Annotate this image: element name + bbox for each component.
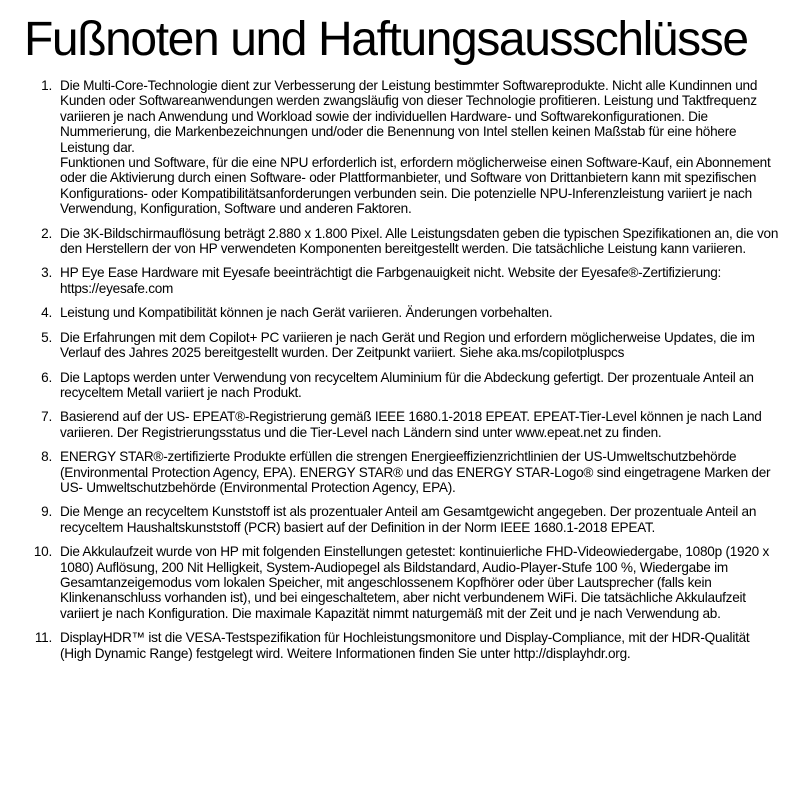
- footnote-text: [52, 504, 780, 535]
- footnote-number: 6.: [41, 369, 52, 385]
- footnote-paragraph: HP Eye Ease Hardware mit Eyesafe beeinträchtigt die Farbgenauigkeit nicht. Website der Eyesafe®-Zertifizierung: https://eyesafe.com: [60, 265, 722, 296]
- footnote-number: 9.: [41, 504, 52, 520]
- footnote-item: [24, 544, 780, 621]
- footnote-paragraph: Die Multi-Core-Technologie dient zur Verbesserung der Leistung bestimmter Softwareprodukte. Nicht alle Kundinnen und Kunden oder Softwareanwendungen werden zwangsläufig von dieser Technologie profitieren. Leistung und Taktfrequenz variieren je nach Anwendung und Workload sowie der individuellen Hardware- und Softwarekonfigurationen. Die Nummerierung, die Markenbezeichnungen und/oder die Benennung von Intel stellen keinen Maßstab für eine höhere Leistung dar.: [60, 78, 758, 155]
- footnote-text: [52, 449, 780, 495]
- footnote-paragraph: Die Menge an recyceltem Kunststoff ist als prozentualer Anteil am Gesamtgewicht angegeben. Der prozentuale Anteil an recyceltem Haushaltskunststoff (PCR) basiert auf der Definition in der Norm IEEE 1680.1-2018 EPEAT.: [60, 504, 757, 535]
- footnote-paragraph: Basierend auf der US- EPEAT®-Registrierung gemäß IEEE 1680.1-2018 EPEAT. EPEAT-Tier-Level können je nach Land variieren. Der Registrierungsstatus und die Tier-Level nach Ländern sind unter www.epeat.net zu finden.: [60, 409, 762, 440]
- footnote-paragraph: Die Erfahrungen mit dem Copilot+ PC variieren je nach Gerät und Region und erfordern möglicherweise Updates, die im Verlauf des Jahres 2025 bereitgestellt wurden. Der Zeitpunkt variiert. Siehe aka.ms/copilotpluspcs: [60, 329, 755, 361]
- footnote-paragraph: ENERGY STAR®-zertifizierte Produkte erfüllen die strengen Energieeffizienzrichtlinien der US-Umweltschutzbehörde (Environmental Protection Agency, EPA). ENERGY STAR® und das ENERGY STAR-Logo® sind eingetragene Marken der US- Umweltschutzbehörde (Environmental Protection Agency, EPA).: [60, 449, 771, 495]
- footnote-text: [52, 226, 780, 257]
- footnote-paragraph: Die 3K-Bildschirmauflösung beträgt 2.880 x 1.800 Pixel. Alle Leistungsdaten geben die typischen Spezifikationen an, die von den Herstellern der von HP verwendeten Komponenten bereitgestellt werden. Die tatsächliche Leistung kann variieren.: [60, 225, 779, 257]
- footnote-item: [24, 305, 780, 320]
- footnote-text: [52, 544, 780, 621]
- footnote-item: [24, 78, 780, 217]
- footnote-paragraph: Funktionen und Software, für die eine NPU erforderlich ist, erfordern möglicherweise einen Software-Kauf, ein Abonnement oder die Aktivierung durch einen Software- oder Plattformanbieter, und Software von Drittanbietern kann mit spezifischen Konfigurations- oder Kompatibilitätsanforderungen verbunden sein. Die potenzielle NPU-Inferenzleistung variiert je nach Verwendung, Konfiguration, Software und anderen Faktoren.: [60, 155, 771, 217]
- footnote-paragraph: Die Laptops werden unter Verwendung von recyceltem Aluminium für die Abdeckung gefertigt. Der prozentuale Anteil an recyceltem Metall variiert je nach Produkt.: [60, 369, 754, 400]
- footnote-number: 8.: [41, 449, 52, 465]
- footnote-item: [24, 630, 780, 661]
- footnote-item: [24, 330, 780, 361]
- footnote-paragraph: DisplayHDR™ ist die VESA-Testspezifikation für Hochleistungsmonitore und Display-Compliance, mit der HDR-Qualität (High Dynamic Range) festgelegt wird. Weitere Informationen finden Sie unter http://displayhdr.org.: [60, 630, 750, 661]
- footnote-item: [24, 409, 780, 440]
- footnote-number: 11.: [34, 630, 52, 646]
- footnote-number: 2.: [41, 225, 52, 241]
- footnote-number: 1.: [41, 78, 52, 93]
- footnote-number: 7.: [41, 409, 52, 425]
- footnote-text: [52, 630, 780, 661]
- footnote-text: [52, 305, 780, 320]
- footnote-text: [52, 330, 780, 361]
- footnote-number: 3.: [41, 265, 52, 281]
- footnote-number: 5.: [41, 329, 52, 345]
- footnote-item: [24, 504, 780, 535]
- footnote-paragraph: Die Akkulaufzeit wurde von HP mit folgenden Einstellungen getestet: kontinuierliche FHD-Videowiedergabe, 1080p (1920 x 1080) Auflösung, 200 Nit Helligkeit, System-Audiopegel als Bildstandard, Audio-Player-Stufe 100 %, Wiedergabe im Gesamtanzeigemodus vom lokalen Speicher, mit angeschlossenem Kopfhörer oder über Lautsprecher (falls kein Klinkenanschluss vorhanden ist), und bei eingeschaltetem, aber nicht verbundenem WiFi. Die tatsächliche Akkulaufzeit variiert je nach Konfiguration. Die maximale Kapazität nimmt naturgemäß mit der Zeit und je nach Verwendung ab.: [60, 544, 770, 621]
- page-title: Fußnoten und Haftungsausschlüsse: [24, 13, 748, 66]
- footnote-text: [52, 265, 780, 296]
- footnote-text: [52, 370, 780, 401]
- footnote-text: [52, 409, 780, 440]
- footnote-text: [52, 78, 780, 217]
- footnote-number: 4.: [41, 305, 52, 321]
- footnote-item: [24, 370, 780, 401]
- footnote-item: [24, 265, 780, 296]
- footnote-paragraph: Leistung und Kompatibilität können je nach Gerät variieren. Änderungen vorbehalten.: [60, 305, 553, 321]
- footnote-number: 10.: [33, 544, 52, 560]
- footnote-list: [24, 78, 780, 661]
- footnote-item: [24, 226, 780, 257]
- footnote-item: [24, 449, 780, 495]
